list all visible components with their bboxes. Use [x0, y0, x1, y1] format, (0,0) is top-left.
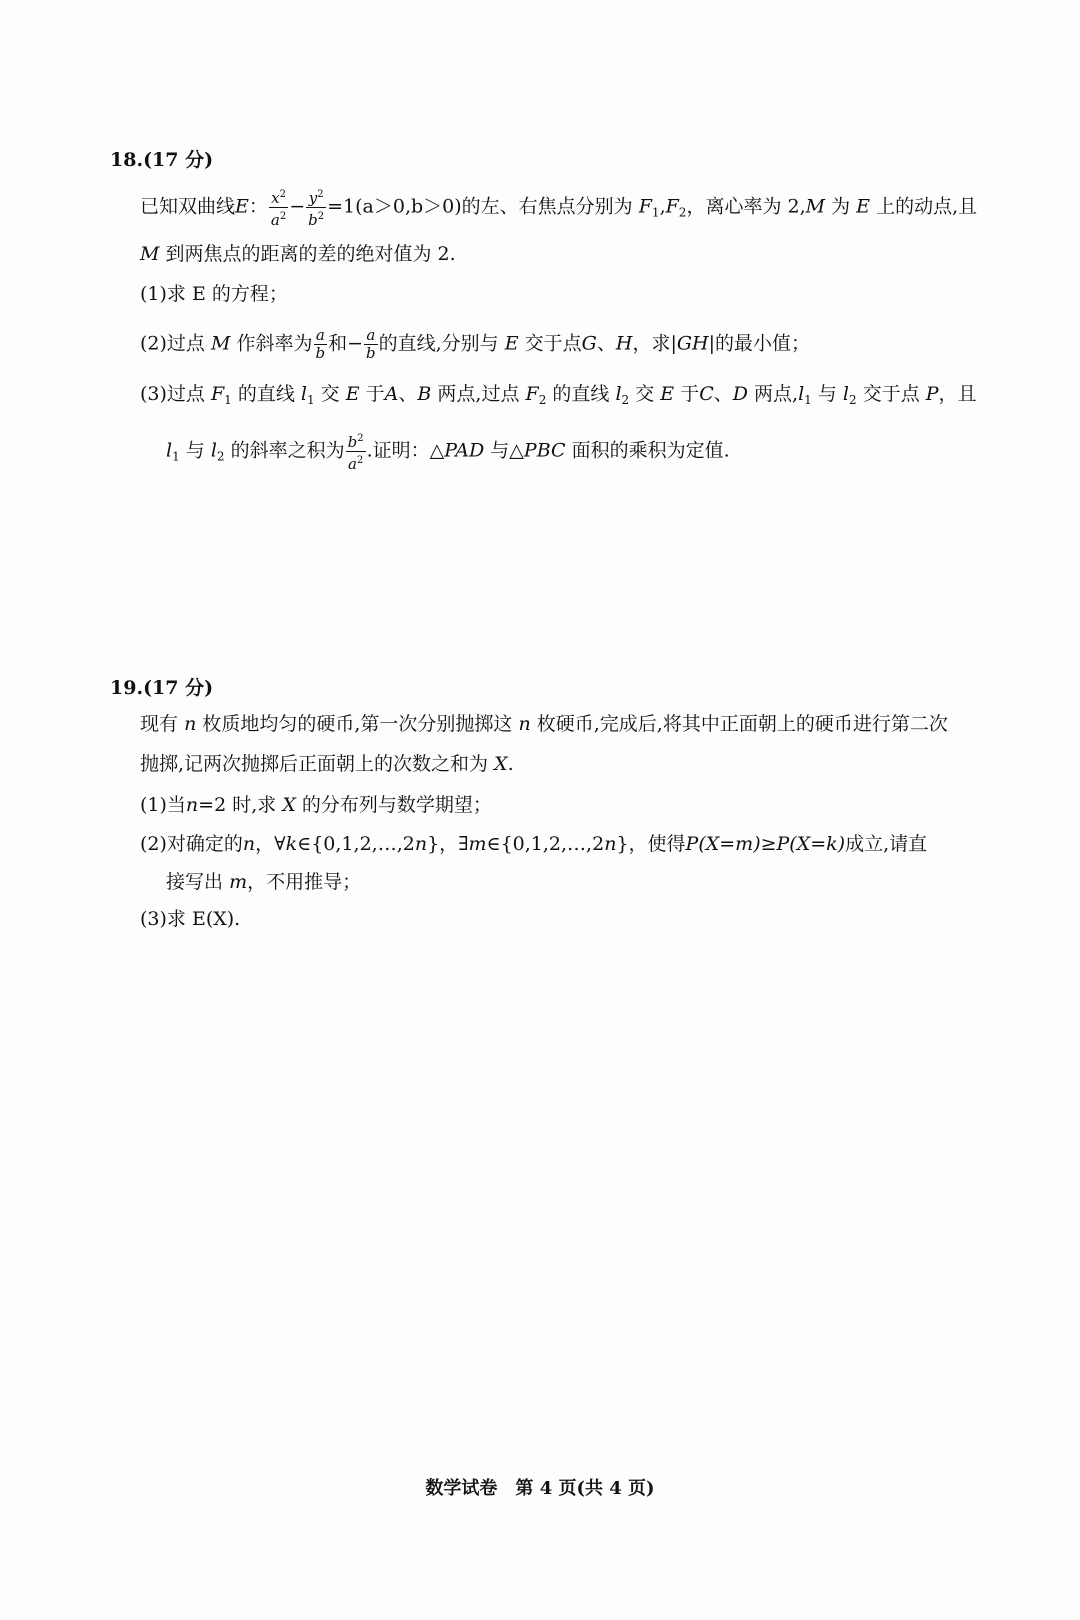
q19-part3: (3)求 E(X).: [140, 908, 241, 930]
q18-text: 两点,: [754, 383, 799, 405]
fraction-a-b: $\frac{a}{b}$: [366, 326, 376, 362]
q18-text: ，离心率为 2,: [686, 195, 806, 218]
q18-text: 于: [680, 383, 700, 405]
q19-text: 成立,请直: [845, 833, 928, 855]
q18-text: ：: [248, 195, 268, 218]
q19-line1: 现有 n 枚质地均匀的硬币,第一次分别抛掷这 n 枚硬币,完成后,将其中正面朝上的硬币进行第二次: [140, 713, 948, 735]
q18-intro-line: 已知双曲线E： $\frac{x^2}{a^2}$ − $\frac{y^2}{b^2}$ =1(a＞0,b＞0)的左、右焦点分别为 $F_1,F_2$，离心率为 2,M 为 E 上的动点,且: [140, 186, 977, 229]
q19-text: (1)当: [140, 794, 186, 816]
page-footer: 数学试卷 第 4 页(共 4 页): [425, 1478, 655, 1499]
q18-text: 的直线: [552, 383, 610, 405]
fraction-a-b: $\frac{a}{b}$: [315, 326, 326, 362]
q18-text: 到两焦点的距离的差的绝对值为 2.: [165, 243, 456, 265]
q19-text: 接写出: [166, 871, 224, 893]
question-19-score: (17 分): [143, 677, 214, 699]
q19-line2: [140, 750, 514, 778]
question-18-number: 18.: [110, 149, 144, 171]
q18-text: 交于点: [524, 332, 582, 355]
q19-text: (2)对确定的: [140, 833, 243, 855]
q18-text: 与: [185, 439, 205, 462]
q18-text: 作斜率为: [236, 332, 313, 355]
q19-part2-line2: 接写出 m，不用推导；: [166, 871, 362, 893]
q18-text: ，且: [938, 383, 977, 405]
q19-text: 现有: [140, 713, 179, 735]
question-19-number: 19.: [110, 677, 144, 699]
q18-text: 和−: [328, 332, 364, 355]
q18-text: 交: [320, 383, 340, 405]
q19-part1: (1)当n=2 时,求 X 的分布列与数学期望；: [140, 794, 492, 816]
q19-text: }，∃: [427, 833, 469, 855]
q18-text: 的斜率之积为: [230, 439, 345, 462]
question-19-header: [110, 673, 213, 700]
q19-text: 的分布列与数学期望；: [301, 794, 492, 816]
q18-part2: (2)过点 M 作斜率为 $\frac{a}{b}$ 和− $\frac{a}{b}$ 的直线,分别与 E 交于点G、H，求|GH|的最小值；: [140, 326, 810, 362]
q18-text: ，求|: [632, 332, 677, 355]
fraction-x2-a2: $\frac{x^2}{a^2}$: [269, 186, 288, 229]
q18-text: 面积的乘积为定值.: [571, 439, 730, 462]
q18-text: .证明：△: [366, 439, 445, 462]
q18-text: 于: [365, 383, 385, 405]
q18-text: =1(a＞0,b＞0)的左、右焦点分别为: [327, 195, 633, 218]
fraction-b2-a2: $\frac{b^2}{a^2}$: [346, 430, 366, 473]
q18-text: 交: [635, 383, 655, 405]
question-18-header: [110, 145, 213, 172]
q18-text: 两点,过点: [437, 383, 520, 405]
q18-part1: (1)求 E 的方程；: [140, 283, 288, 305]
q19-text: ，不用推导；: [247, 871, 362, 893]
question-18-score: (17 分): [143, 149, 214, 171]
q18-text: (2)过点: [140, 332, 205, 355]
q19-text: 抛掷,记两次抛掷后正面朝上的次数之和为: [140, 753, 489, 775]
q19-text: ∈{0,1,2,…,2: [486, 833, 605, 855]
q18-part3-line2: $l_1$ 与 $l_2$ 的斜率之积为 $\frac{b^2}{a^2}$ .证明：△PAD 与△PBC 面积的乘积为定值.: [166, 430, 730, 473]
q18-text: 已知双曲线: [140, 195, 236, 218]
fraction-y2-b2: $\frac{y^2}{b^2}$: [306, 186, 326, 229]
q19-text: 枚硬币,完成后,将其中正面朝上的硬币进行第二次: [536, 713, 948, 735]
q18-text: 与△: [490, 439, 524, 462]
q19-inequality: P(X=m)≥P(X=k): [685, 833, 846, 855]
q19-text: 枚质地均匀的硬币,第一次分别抛掷这: [202, 713, 513, 735]
q19-text: }，使得: [616, 833, 686, 855]
q19-text: .: [507, 753, 514, 775]
q19-text: ∈{0,1,2,…,2: [297, 833, 415, 855]
q18-part3-line1: (3)过点 $F_1$ 的直线 $l_1$ 交 E 于A、B 两点,过点 $F_2$ 的直线 $l_2$ 交 E 于C、D 两点$,l_1$ 与 $l_2$ 交于点 P，且: [140, 383, 977, 407]
q18-text: 上的动点,且: [876, 195, 978, 218]
q19-var-X: X: [494, 753, 508, 775]
q18-var-E: E: [235, 195, 249, 218]
q18-text: 的直线,分别与: [378, 332, 499, 355]
q19-text: =2 时,求: [198, 794, 277, 816]
q18-text: 交于点: [862, 383, 920, 405]
q18-line2: M 到两焦点的距离的差的绝对值为 2.: [140, 243, 456, 265]
q18-text: 与: [817, 383, 837, 405]
q18-text: |的最小值；: [708, 332, 810, 355]
q19-part2-line1: (2)对确定的n，∀k∈{0,1,2,…,2n}，∃m∈{0,1,2,…,2n}，使得P(X=m)≥P(X=k)成立,请直: [140, 833, 928, 855]
q19-text: ，∀: [255, 833, 286, 855]
q18-text: 为: [831, 195, 851, 218]
q18-text: 的直线: [237, 383, 295, 405]
q18-text: (3)过点: [140, 383, 205, 405]
